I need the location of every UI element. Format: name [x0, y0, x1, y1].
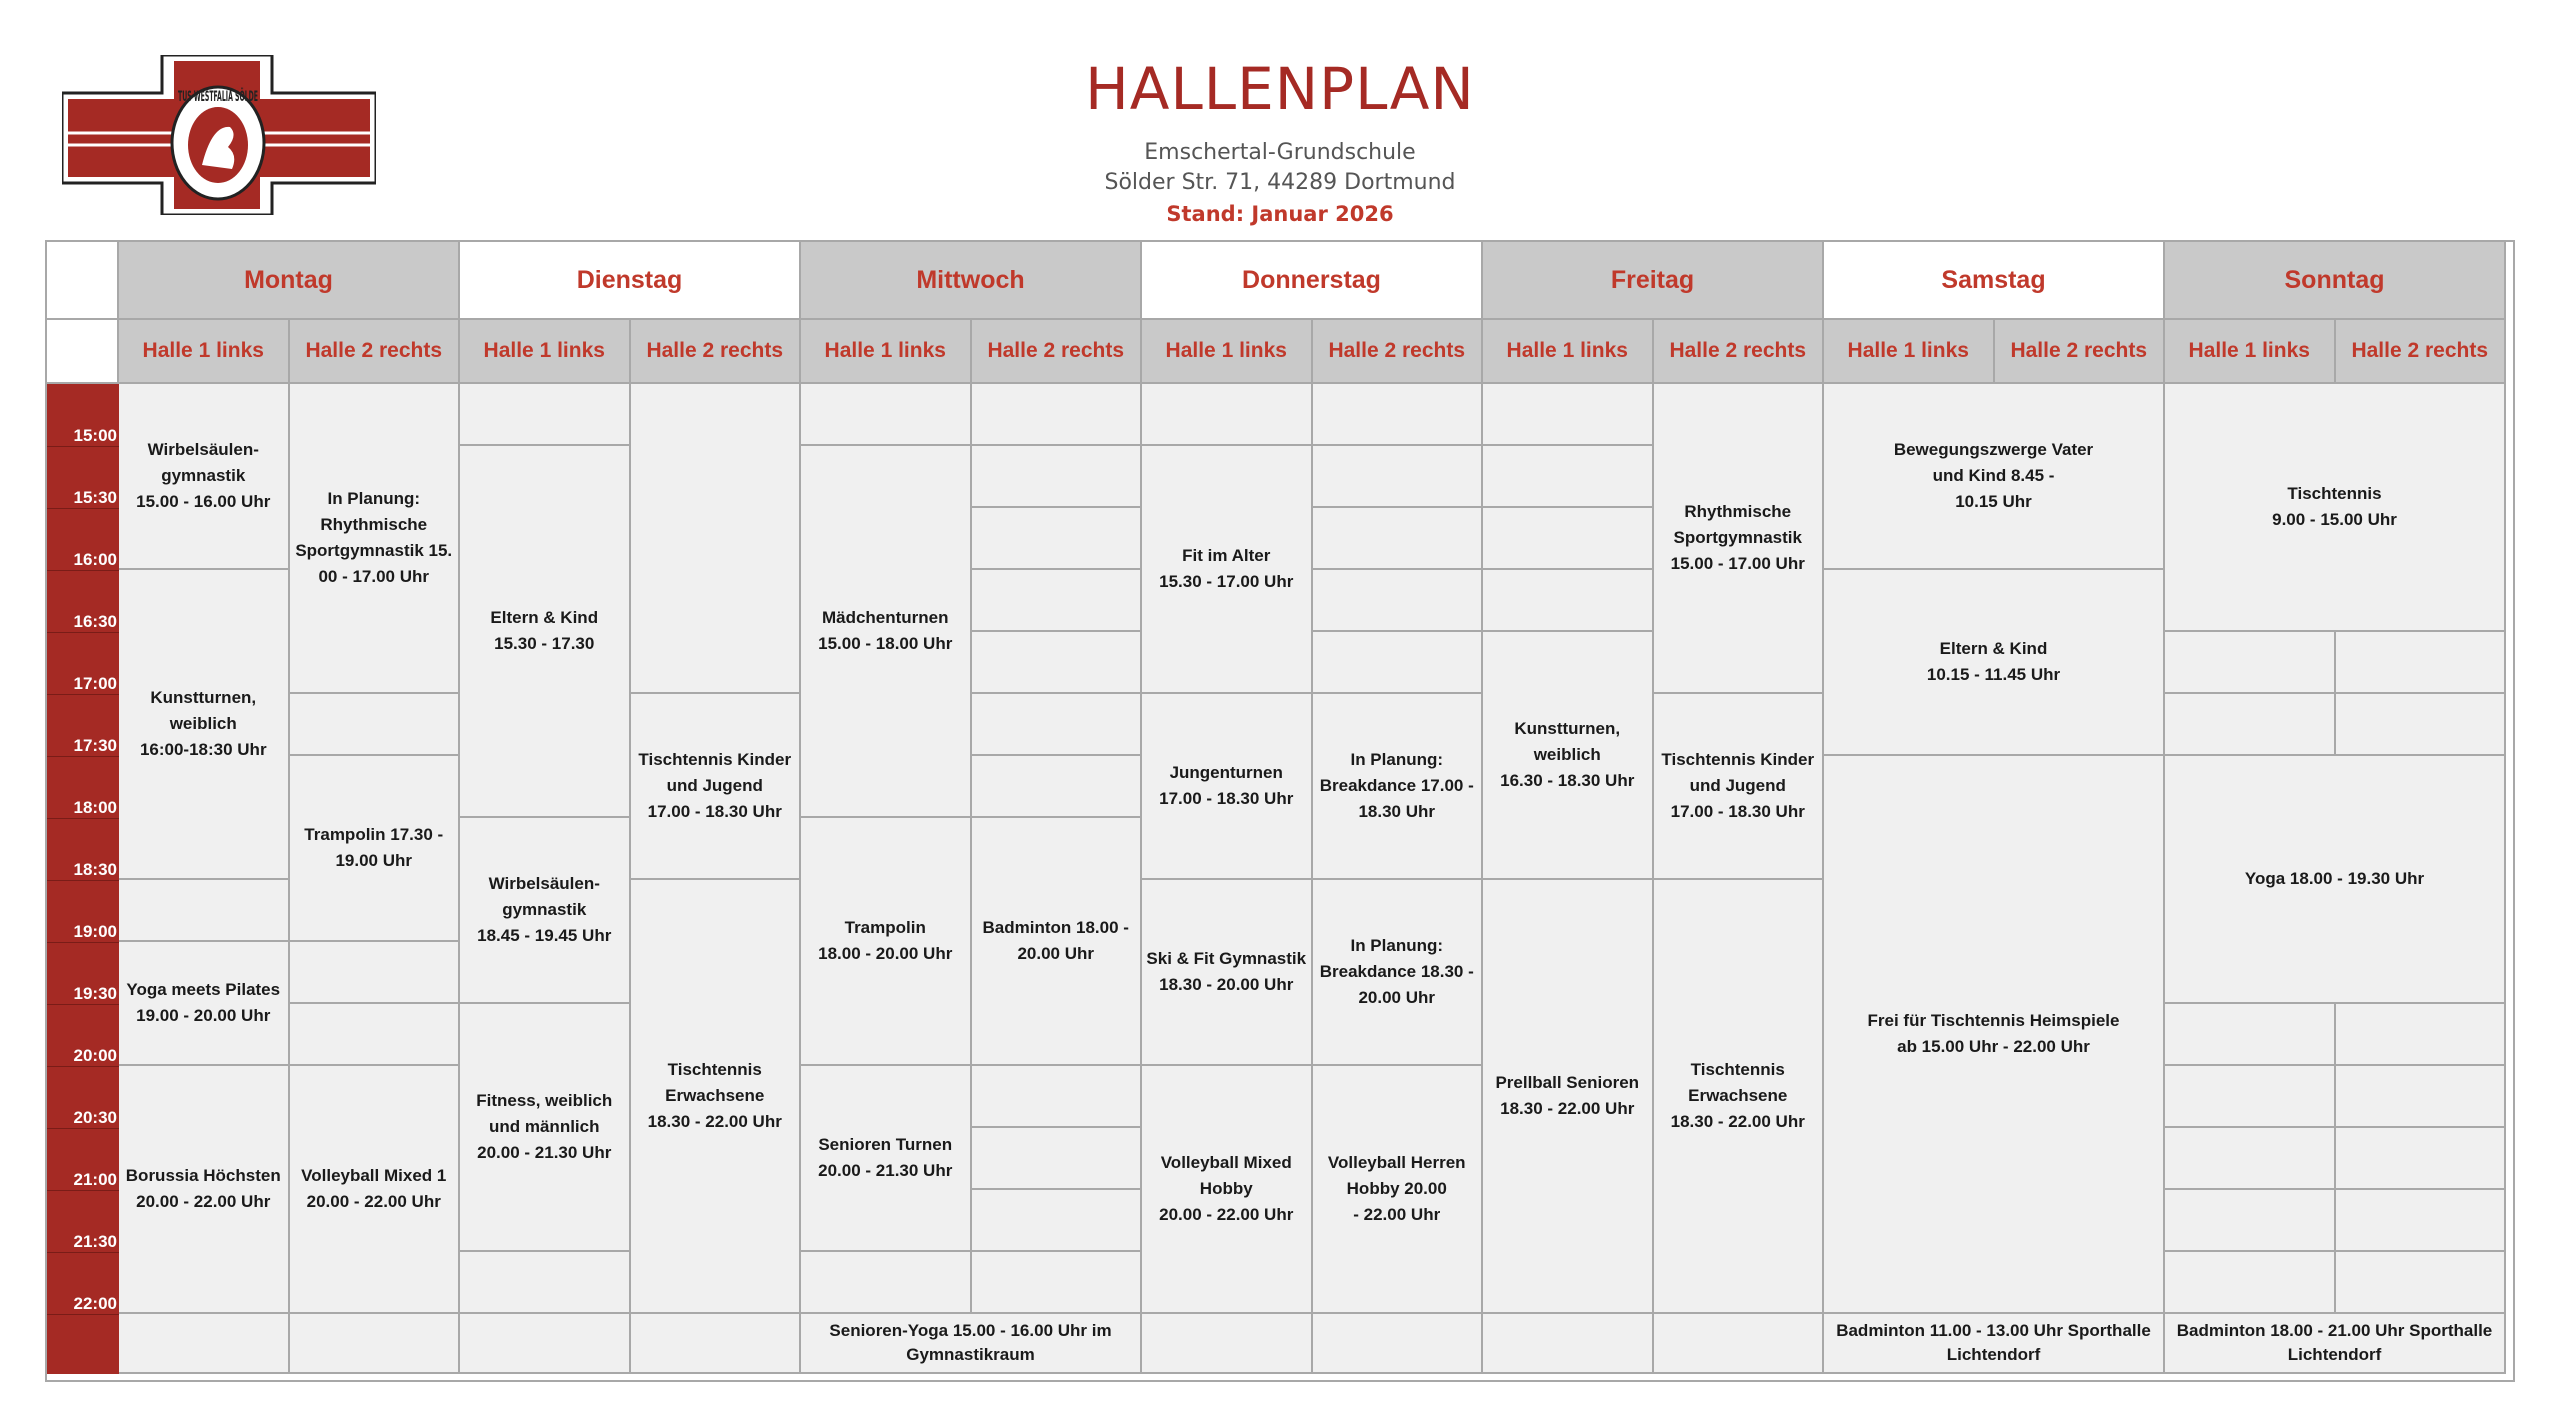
bottom-empty-slot [631, 1314, 802, 1374]
empty-slot [801, 384, 972, 446]
empty-slot [972, 1190, 1143, 1252]
day-header-samstag: Samstag [1824, 242, 2165, 320]
empty-slot [460, 384, 631, 446]
empty-slot [972, 1128, 1143, 1190]
empty-slot [290, 1004, 461, 1066]
empty-slot [2165, 1190, 2336, 1252]
empty-slot [2336, 1004, 2507, 1066]
event-tue-h1-c[interactable]: Fitness, weiblich und männlich 20.00 - 21.30 Uhr [460, 1004, 631, 1252]
hall-header: Halle 2 rechts [1995, 320, 2166, 384]
time-label: 17:30 [73, 736, 117, 755]
time-label: 18:30 [73, 860, 117, 879]
time-label: 15:00 [73, 426, 117, 445]
hall-header: Halle 2 rechts [290, 320, 461, 384]
event-thu-h2-b[interactable]: In Planung: Breakdance 18.30 - 20.00 Uhr [1313, 880, 1484, 1066]
event-fri-h2-a[interactable]: Rhythmische Sportgymnastik 15.00 - 17.00 Uhr [1654, 384, 1825, 694]
event-mon-h1-b[interactable]: Kunstturnen, weiblich 16:00-18:30 Uhr [119, 570, 290, 880]
event-wed-h2-a[interactable]: Badminton 18.00 - 20.00 Uhr [972, 818, 1143, 1066]
day-header-mittwoch: Mittwoch [801, 242, 1142, 320]
empty-slot [972, 570, 1143, 632]
empty-slot [290, 694, 461, 756]
empty-slot [1483, 570, 1654, 632]
hall-header: Halle 1 links [801, 320, 972, 384]
empty-slot [801, 1252, 972, 1314]
empty-slot [2165, 1004, 2336, 1066]
time-label: 16:00 [73, 550, 117, 569]
event-thu-h2-a[interactable]: In Planung: Breakdance 17.00 - 18.30 Uhr [1313, 694, 1484, 880]
empty-slot [972, 1252, 1143, 1314]
event-mon-h2-b[interactable]: Trampolin 17.30 - 19.00 Uhr [290, 756, 461, 942]
empty-slot [2336, 1190, 2507, 1252]
event-thu-h2-c[interactable]: Volleyball Herren Hobby 20.00 - 22.00 Uhr [1313, 1066, 1484, 1314]
bottom-empty-slot [119, 1314, 290, 1374]
empty-slot [1313, 632, 1484, 694]
empty-slot [2336, 632, 2507, 694]
empty-slot [2336, 1128, 2507, 1190]
event-sat-c[interactable]: Frei für Tischtennis Heimspiele ab 15.00 Uhr - 22.00 Uhr [1824, 756, 2165, 1314]
event-thu-h1-d[interactable]: Volleyball Mixed Hobby 20.00 - 22.00 Uhr [1142, 1066, 1313, 1314]
empty-slot [119, 880, 290, 942]
time-label: 21:30 [73, 1232, 117, 1251]
empty-slot [972, 446, 1143, 508]
empty-slot [2165, 1066, 2336, 1128]
empty-slot [1483, 446, 1654, 508]
bottom-event-b-sat[interactable]: Badminton 11.00 - 13.00 Uhr Sporthalle Lichtendorf [1824, 1314, 2165, 1374]
empty-slot [2165, 632, 2336, 694]
time-label: 16:30 [73, 612, 117, 631]
bottom-empty-slot [1654, 1314, 1825, 1374]
event-fri-h1-b[interactable]: Prellball Senioren 18.30 - 22.00 Uhr [1483, 880, 1654, 1314]
empty-slot [2336, 694, 2507, 756]
bottom-empty-slot [1483, 1314, 1654, 1374]
bottom-empty-slot [1142, 1314, 1313, 1374]
school-name: Emschertal-Grundschule [1144, 140, 1416, 165]
event-fri-h1-a[interactable]: Kunstturnen, weiblich 16.30 - 18.30 Uhr [1483, 632, 1654, 880]
bottom-event-b-wed[interactable]: Senioren-Yoga 15.00 - 16.00 Uhr im Gymnastikraum [801, 1314, 1142, 1374]
bottom-event-b-sun[interactable]: Badminton 18.00 - 21.00 Uhr Sporthalle Lichtendorf [2165, 1314, 2506, 1374]
hall-header: Halle 1 links [2165, 320, 2336, 384]
empty-slot [2336, 1066, 2507, 1128]
day-header-sonntag: Sonntag [2165, 242, 2506, 320]
hall-header: Halle 1 links [1142, 320, 1313, 384]
empty-slot [1483, 384, 1654, 446]
empty-slot [2165, 1252, 2336, 1314]
event-tue-h2-b[interactable]: Tischtennis Kinder und Jugend 17.00 - 18.30 Uhr [631, 694, 802, 880]
time-label: 19:00 [73, 922, 117, 941]
event-mon-h2-c[interactable]: Volleyball Mixed 1 20.00 - 22.00 Uhr [290, 1066, 461, 1314]
event-thu-h1-a[interactable]: Fit im Alter 15.30 - 17.00 Uhr [1142, 446, 1313, 694]
empty-slot [1313, 384, 1484, 446]
hall-header: Halle 2 rechts [1313, 320, 1484, 384]
event-mon-h1-d[interactable]: Borussia Höchsten 20.00 - 22.00 Uhr [119, 1066, 290, 1314]
empty-slot [2165, 694, 2336, 756]
event-thu-h1-c[interactable]: Ski & Fit Gymnastik 18.30 - 20.00 Uhr [1142, 880, 1313, 1066]
corner-cell [47, 242, 119, 320]
empty-slot [972, 632, 1143, 694]
hall-header: Halle 1 links [460, 320, 631, 384]
bottom-empty-slot [1313, 1314, 1484, 1374]
day-header-dienstag: Dienstag [460, 242, 801, 320]
hall-header: Halle 2 rechts [631, 320, 802, 384]
hall-header: Halle 1 links [1483, 320, 1654, 384]
stand-date: Stand: Januar 2026 [1166, 202, 1394, 226]
empty-slot [972, 756, 1143, 818]
time-label: 20:30 [73, 1108, 117, 1127]
event-fri-h2-b[interactable]: Tischtennis Kinder und Jugend 17.00 - 18.30 Uhr [1654, 694, 1825, 880]
empty-slot [1483, 508, 1654, 570]
hall-header: Halle 1 links [119, 320, 290, 384]
time-label: 17:00 [73, 674, 117, 693]
empty-slot [1313, 508, 1484, 570]
time-label: 22:00 [73, 1294, 117, 1313]
time-label: 19:30 [73, 984, 117, 1003]
school-address: Sölder Str. 71, 44289 Dortmund [1104, 170, 1456, 195]
empty-slot [972, 384, 1143, 446]
event-sun-b[interactable]: Yoga 18.00 - 19.30 Uhr [2165, 756, 2506, 1004]
empty-slot [2336, 1252, 2507, 1314]
event-tue-h1-a[interactable]: Eltern & Kind 15.30 - 17.30 [460, 446, 631, 818]
empty-slot [972, 694, 1143, 756]
empty-slot [1313, 570, 1484, 632]
corner-cell [47, 320, 119, 384]
schedule-grid [45, 240, 2515, 1382]
event-mon-h1-c[interactable]: Yoga meets Pilates 19.00 - 20.00 Uhr [119, 942, 290, 1066]
bottom-empty-slot [460, 1314, 631, 1374]
empty-slot [2165, 1128, 2336, 1190]
time-label: 18:00 [73, 798, 117, 817]
event-tue-h2-a[interactable] [631, 384, 802, 694]
bottom-empty-slot [290, 1314, 461, 1374]
event-wed-h1-c[interactable]: Senioren Turnen 20.00 - 21.30 Uhr [801, 1066, 972, 1252]
time-label: 15:30 [73, 488, 117, 507]
event-sat-b[interactable]: Eltern & Kind 10.15 - 11.45 Uhr [1824, 570, 2165, 756]
event-sun-a[interactable]: Tischtennis 9.00 - 15.00 Uhr [2165, 384, 2506, 632]
event-wed-h1-b[interactable]: Trampolin 18.00 - 20.00 Uhr [801, 818, 972, 1066]
event-tue-h1-b[interactable]: Wirbelsäulen- gymnastik 18.45 - 19.45 Uhr [460, 818, 631, 1004]
event-mon-h1-a[interactable]: Wirbelsäulen- gymnastik 15.00 - 16.00 Uhr [119, 384, 290, 570]
day-header-freitag: Freitag [1483, 242, 1824, 320]
event-tue-h2-c[interactable]: Tischtennis Erwachsene 18.30 - 22.00 Uhr [631, 880, 802, 1314]
event-fri-h2-c[interactable]: Tischtennis Erwachsene 18.30 - 22.00 Uhr [1654, 880, 1825, 1314]
empty-slot [460, 1252, 631, 1314]
hall-header: Halle 2 rechts [972, 320, 1143, 384]
event-wed-h1-a[interactable]: Mädchenturnen 15.00 - 18.00 Uhr [801, 446, 972, 818]
time-label: 21:00 [73, 1170, 117, 1189]
event-mon-h2-a[interactable]: In Planung: Rhythmische Sportgymnastik 15. 00 - 17.00 Uhr [290, 384, 461, 694]
event-sat-a[interactable]: Bewegungszwerge Vater und Kind 8.45 - 10.15 Uhr [1824, 384, 2165, 570]
hall-header: Halle 2 rechts [1654, 320, 1825, 384]
event-thu-h1-b[interactable]: Jungenturnen 17.00 - 18.30 Uhr [1142, 694, 1313, 880]
empty-slot [972, 508, 1143, 570]
page-title: HALLENPLAN [1085, 55, 1475, 123]
hall-header: Halle 1 links [1824, 320, 1995, 384]
time-column [47, 384, 119, 1374]
empty-slot [1142, 384, 1313, 446]
empty-slot [1313, 446, 1484, 508]
hall-header: Halle 2 rechts [2336, 320, 2507, 384]
empty-slot [290, 942, 461, 1004]
empty-slot [972, 1066, 1143, 1128]
time-label: 20:00 [73, 1046, 117, 1065]
day-header-montag: Montag [119, 242, 460, 320]
day-header-donnerstag: Donnerstag [1142, 242, 1483, 320]
